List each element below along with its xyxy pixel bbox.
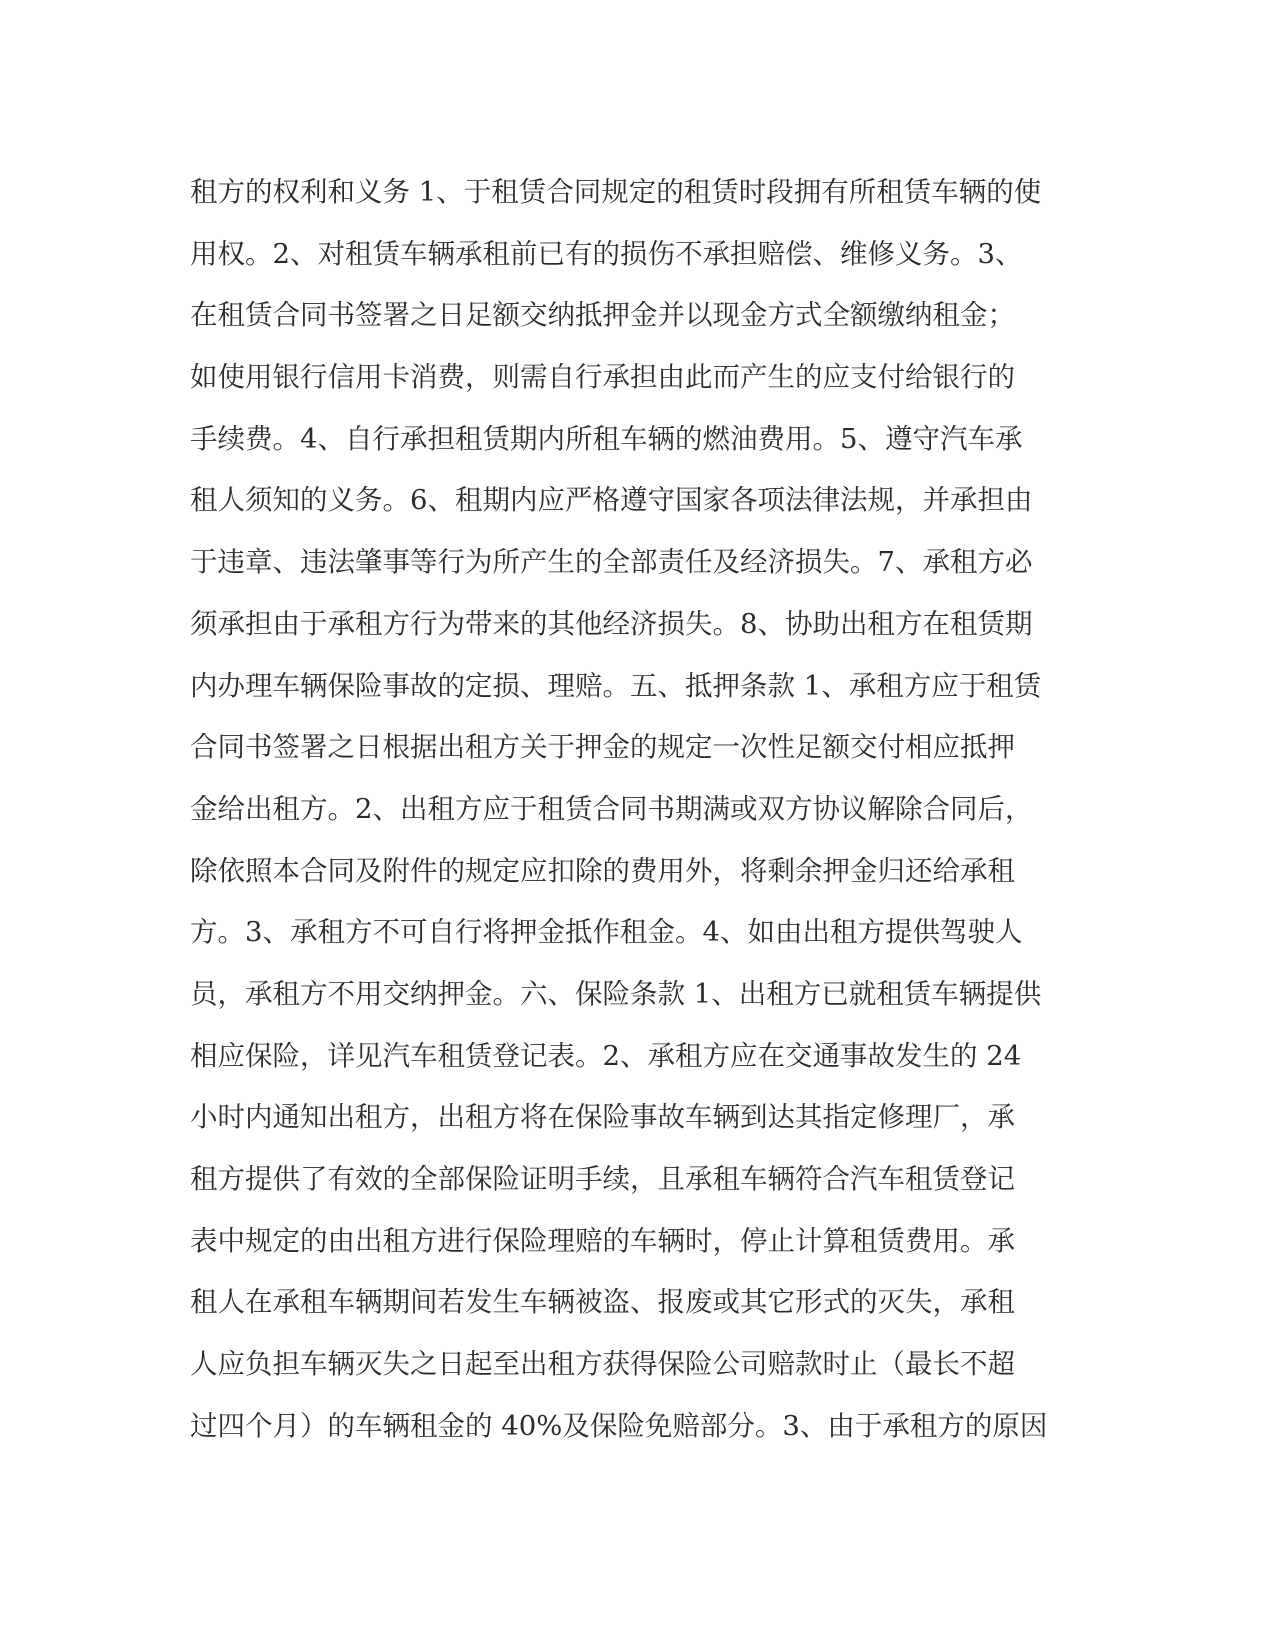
contract-body-text [190, 162, 1090, 1457]
text-line: 相应保险，详见汽车租赁登记表。2、承租方应在交通事故发生的 24 [190, 1039, 1022, 1072]
text-line: 除依照本合同及附件的规定应扣除的费用外，将剩余押金归还给承租 [190, 854, 1015, 887]
text-line: 于违章、违法肇事等行为所产生的全部责任及经济损失。7、承租方必 [190, 546, 1033, 579]
text-line: 租方的权利和义务 1、于租赁合同规定的租赁时段拥有所租赁车辆的使 [190, 176, 1042, 208]
text-line: 小时内通知出租方，出租方将在保险事故车辆到达其指定修理厂，承 [190, 1101, 1015, 1134]
text-line: 员，承租方不用交纳押金。六、保险条款 1、出租方已就租赁车辆提供 [190, 977, 1042, 1010]
text-line: 过四个月）的车辆租金的 40%及保险免赔部分。3、由于承租方的原因 [190, 1409, 1048, 1442]
text-line: 方。3、承租方不可自行将押金抵作租金。4、如由出租方提供驾驶人 [190, 916, 1023, 949]
text-line: 合同书签署之日根据出租方关于押金的规定一次性足额交付相应抵押 [190, 731, 1015, 764]
text-line: 租方提供了有效的全部保险证明手续，且承租车辆符合汽车租赁登记 [190, 1163, 1015, 1195]
text-line: 须承担由于承租方行为带来的其他经济损失。8、协助出租方在租赁期 [190, 607, 1033, 640]
text-line: 租人在承租车辆期间若发生车辆被盗、报废或其它形式的灭失，承租 [190, 1286, 1015, 1319]
text-line: 手续费。4、自行承担租赁期内所租车辆的燃油费用。5、遵守汽车承 [190, 422, 1023, 455]
text-line: 人应负担车辆灭失之日起至出租方获得保险公司赔款时止（最长不超 [190, 1348, 1015, 1381]
text-line: 表中规定的由出租方进行保险理赔的车辆时，停止计算租赁费用。承 [190, 1224, 1015, 1257]
text-line: 用权。2、对租赁车辆承租前已有的损伤不承担赔偿、维修义务。3、 [190, 237, 1023, 270]
text-line: 如使用银行信用卡消费，则需自行承担由此而产生的应支付给银行的 [190, 361, 1015, 394]
text-line: 金给出租方。2、出租方应于租赁合同书期满或双方协议解除合同后， [190, 792, 1033, 825]
text-line: 在租赁合同书签署之日足额交纳抵押金并以现金方式全额缴纳租金； [190, 299, 1015, 332]
text-line: 内办理车辆保险事故的定损、理赔。五、抵押条款 1、承租方应于租赁 [190, 669, 1042, 702]
text-line: 租人须知的义务。6、租期内应严格遵守国家各项法律法规，并承担由 [190, 484, 1033, 517]
